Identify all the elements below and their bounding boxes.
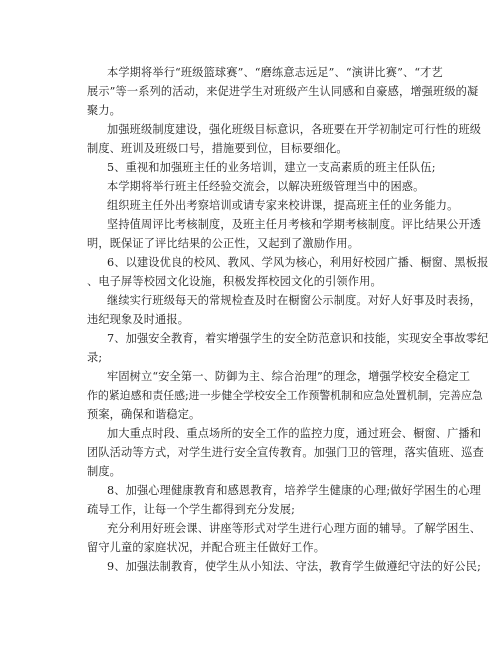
section-5-heading: 5、重视和加强班主任的业务培训，建立一支高素质的班主任队伍; xyxy=(107,161,436,174)
paragraph-1-line-3: 聚力。 xyxy=(87,104,122,117)
paragraph-6-line-1: 坚持值周评比考核制度，及班主任月考核和学期考核制度。评比结果公开透 xyxy=(107,218,482,231)
paragraph-2-line-1: 加强班级制度建设，强化班级目标意识，各班要在开学初制定可行性的班级 xyxy=(107,123,482,136)
paragraph-13-line-2: 留守儿童的家庭状况，并配合班主任做好工作。 xyxy=(87,541,326,554)
paragraph-2-line-2: 制度、班训及班级口号，措施要到位，目标要细化。 xyxy=(87,142,348,155)
section-6-heading: 6、以建设优良的校风、教风、学风为核心，利用好校园广播、橱窗、黑板报 xyxy=(107,256,489,269)
paragraph-4-line-1: 本学期将举行班主任经验交流会，以解决班级管理当中的困惑。 xyxy=(107,180,425,193)
paragraph-1-line-2: 展示”等一系列的活动，来促进学生对班级产生认同感和自豪感，增强班级的凝 xyxy=(87,85,479,98)
paragraph-11-line-1: 加大重点时段、重点场所的安全工作的监控力度，通过班会、橱窗、广播和 xyxy=(107,427,482,440)
section-9-heading: 9、加强法制教育，使学生从小知法、守法，教育学生做遵纪守法的好公民; xyxy=(107,560,481,573)
paragraph-10-line-2: 作的紧迫感和责任感;进一步健全学校安全工作预警机制和应急处置机制，完善应急 xyxy=(87,389,483,402)
paragraph-11-line-2: 团队活动等方式，对学生进行安全宣传教育。加强门卫的管理，落实值班、巡查 xyxy=(87,446,484,459)
paragraph-10-line-3: 预案，确保和谐稳定。 xyxy=(87,408,201,421)
paragraph-13-line-1: 充分利用好班会课、讲座等形式对学生进行心理方面的辅导。了解学困生、 xyxy=(107,522,482,535)
paragraph-10-line-1: 牢固树立“安全第一、防御为主、综合治理”的理念，增强学校安全稳定工 xyxy=(107,370,471,383)
paragraph-11-line-3: 制度。 xyxy=(87,465,122,478)
section-8-heading-line-2: 疏导工作，让每一个学生都得到充分发展; xyxy=(87,503,295,516)
section-7-heading: 7、加强安全教育，着实增强学生的安全防范意识和技能，实现安全事故零纪 xyxy=(107,332,489,345)
section-7-heading-line-2: 录; xyxy=(87,351,103,364)
section-8-heading: 8、加强心理健康教育和感恩教育，培养学生健康的心理;做好学困生的心理 xyxy=(107,484,481,497)
paragraph-8-line-1: 继续实行班级每天的常规检查及时在橱窗公示制度。对好人好事及时表扬， xyxy=(107,294,482,307)
section-6-heading-line-2: 、电子屏等校园文化设施，积极发挥校园文化的引领作用。 xyxy=(87,275,382,288)
paragraph-1-line-1: 本学期将举行“班级篮球赛”、“磨练意志远足”、“演讲比赛”、“才艺 xyxy=(107,66,443,79)
paragraph-5-line-1: 组织班主任外出考察培训或请专家来校讲课，提高班主任的业务能力。 xyxy=(107,199,459,212)
paragraph-8-line-2: 违纪现象及时通报。 xyxy=(87,313,190,326)
paragraph-6-line-2: 明，既保证了评比结果的公正性，又起到了激励作用。 xyxy=(87,237,360,250)
